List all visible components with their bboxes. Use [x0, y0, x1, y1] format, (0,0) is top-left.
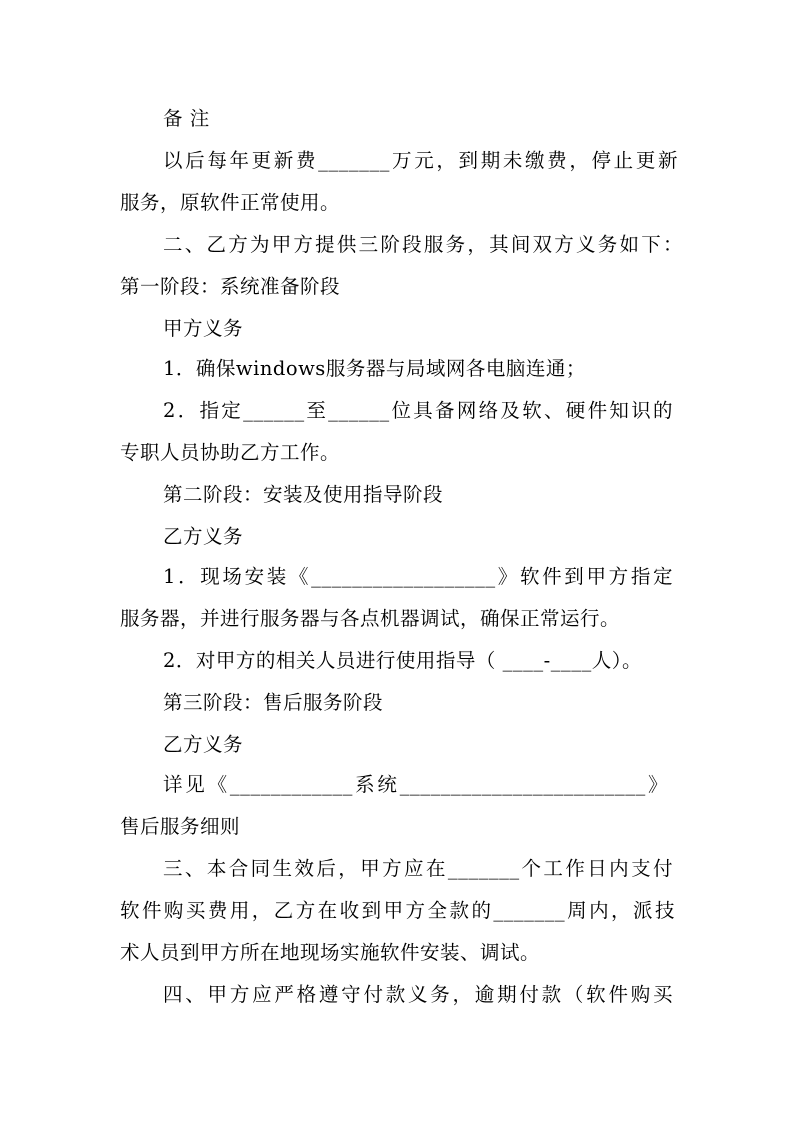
list-item: 2．对甲方的相关人员进行使用指导（ ____-____人）。 [163, 649, 642, 672]
party-obligation-heading: 甲方义务 [163, 317, 244, 340]
paragraph-line: 服务器，并进行服务器与各点机器调试，确保正常运行。 [120, 607, 621, 630]
section-paragraph: 四、甲方应严格遵守付款义务，逾期付款（软件购买 [163, 983, 673, 1006]
paragraph-line: 专职人员协助乙方工作。 [120, 441, 341, 464]
paragraph-line: 服务，原软件正常使用。 [120, 191, 341, 214]
party-obligation-heading: 乙方义务 [163, 525, 244, 548]
section-heading: 二、乙方为甲方提供三阶段服务，其间双方义务如下： [163, 233, 683, 256]
remarks-heading: 备 注 [163, 107, 210, 130]
stage-heading: 第二阶段：安装及使用指导阶段 [163, 483, 444, 506]
party-obligation-heading: 乙方义务 [163, 733, 244, 756]
paragraph-line: 术人员到甲方所在地现场实施软件安装、调试。 [120, 941, 541, 964]
list-item: 2．指定______至______位具备网络及软、硬件知识的 [163, 399, 673, 422]
stage-heading: 第三阶段：售后服务阶段 [163, 691, 384, 714]
paragraph-line: 售后服务细则 [120, 815, 241, 838]
paragraph-line: 软件购买费用，乙方在收到甲方全款的_______周内，派技 [120, 899, 675, 922]
paragraph-line: 以后每年更新费_______万元，到期未缴费，停止更新 [163, 149, 678, 172]
section-paragraph: 三、本合同生效后，甲方应在_______个工作日内支付 [163, 857, 673, 880]
list-item: 1．确保windows服务器与局域网各电脑连通； [163, 357, 586, 380]
list-item: 1．现场安装《__________________》软件到甲方指定 [163, 565, 673, 588]
paragraph-line: 详见《____________系统________________________》 [163, 773, 668, 796]
stage-heading: 第一阶段：系统准备阶段 [120, 275, 341, 298]
